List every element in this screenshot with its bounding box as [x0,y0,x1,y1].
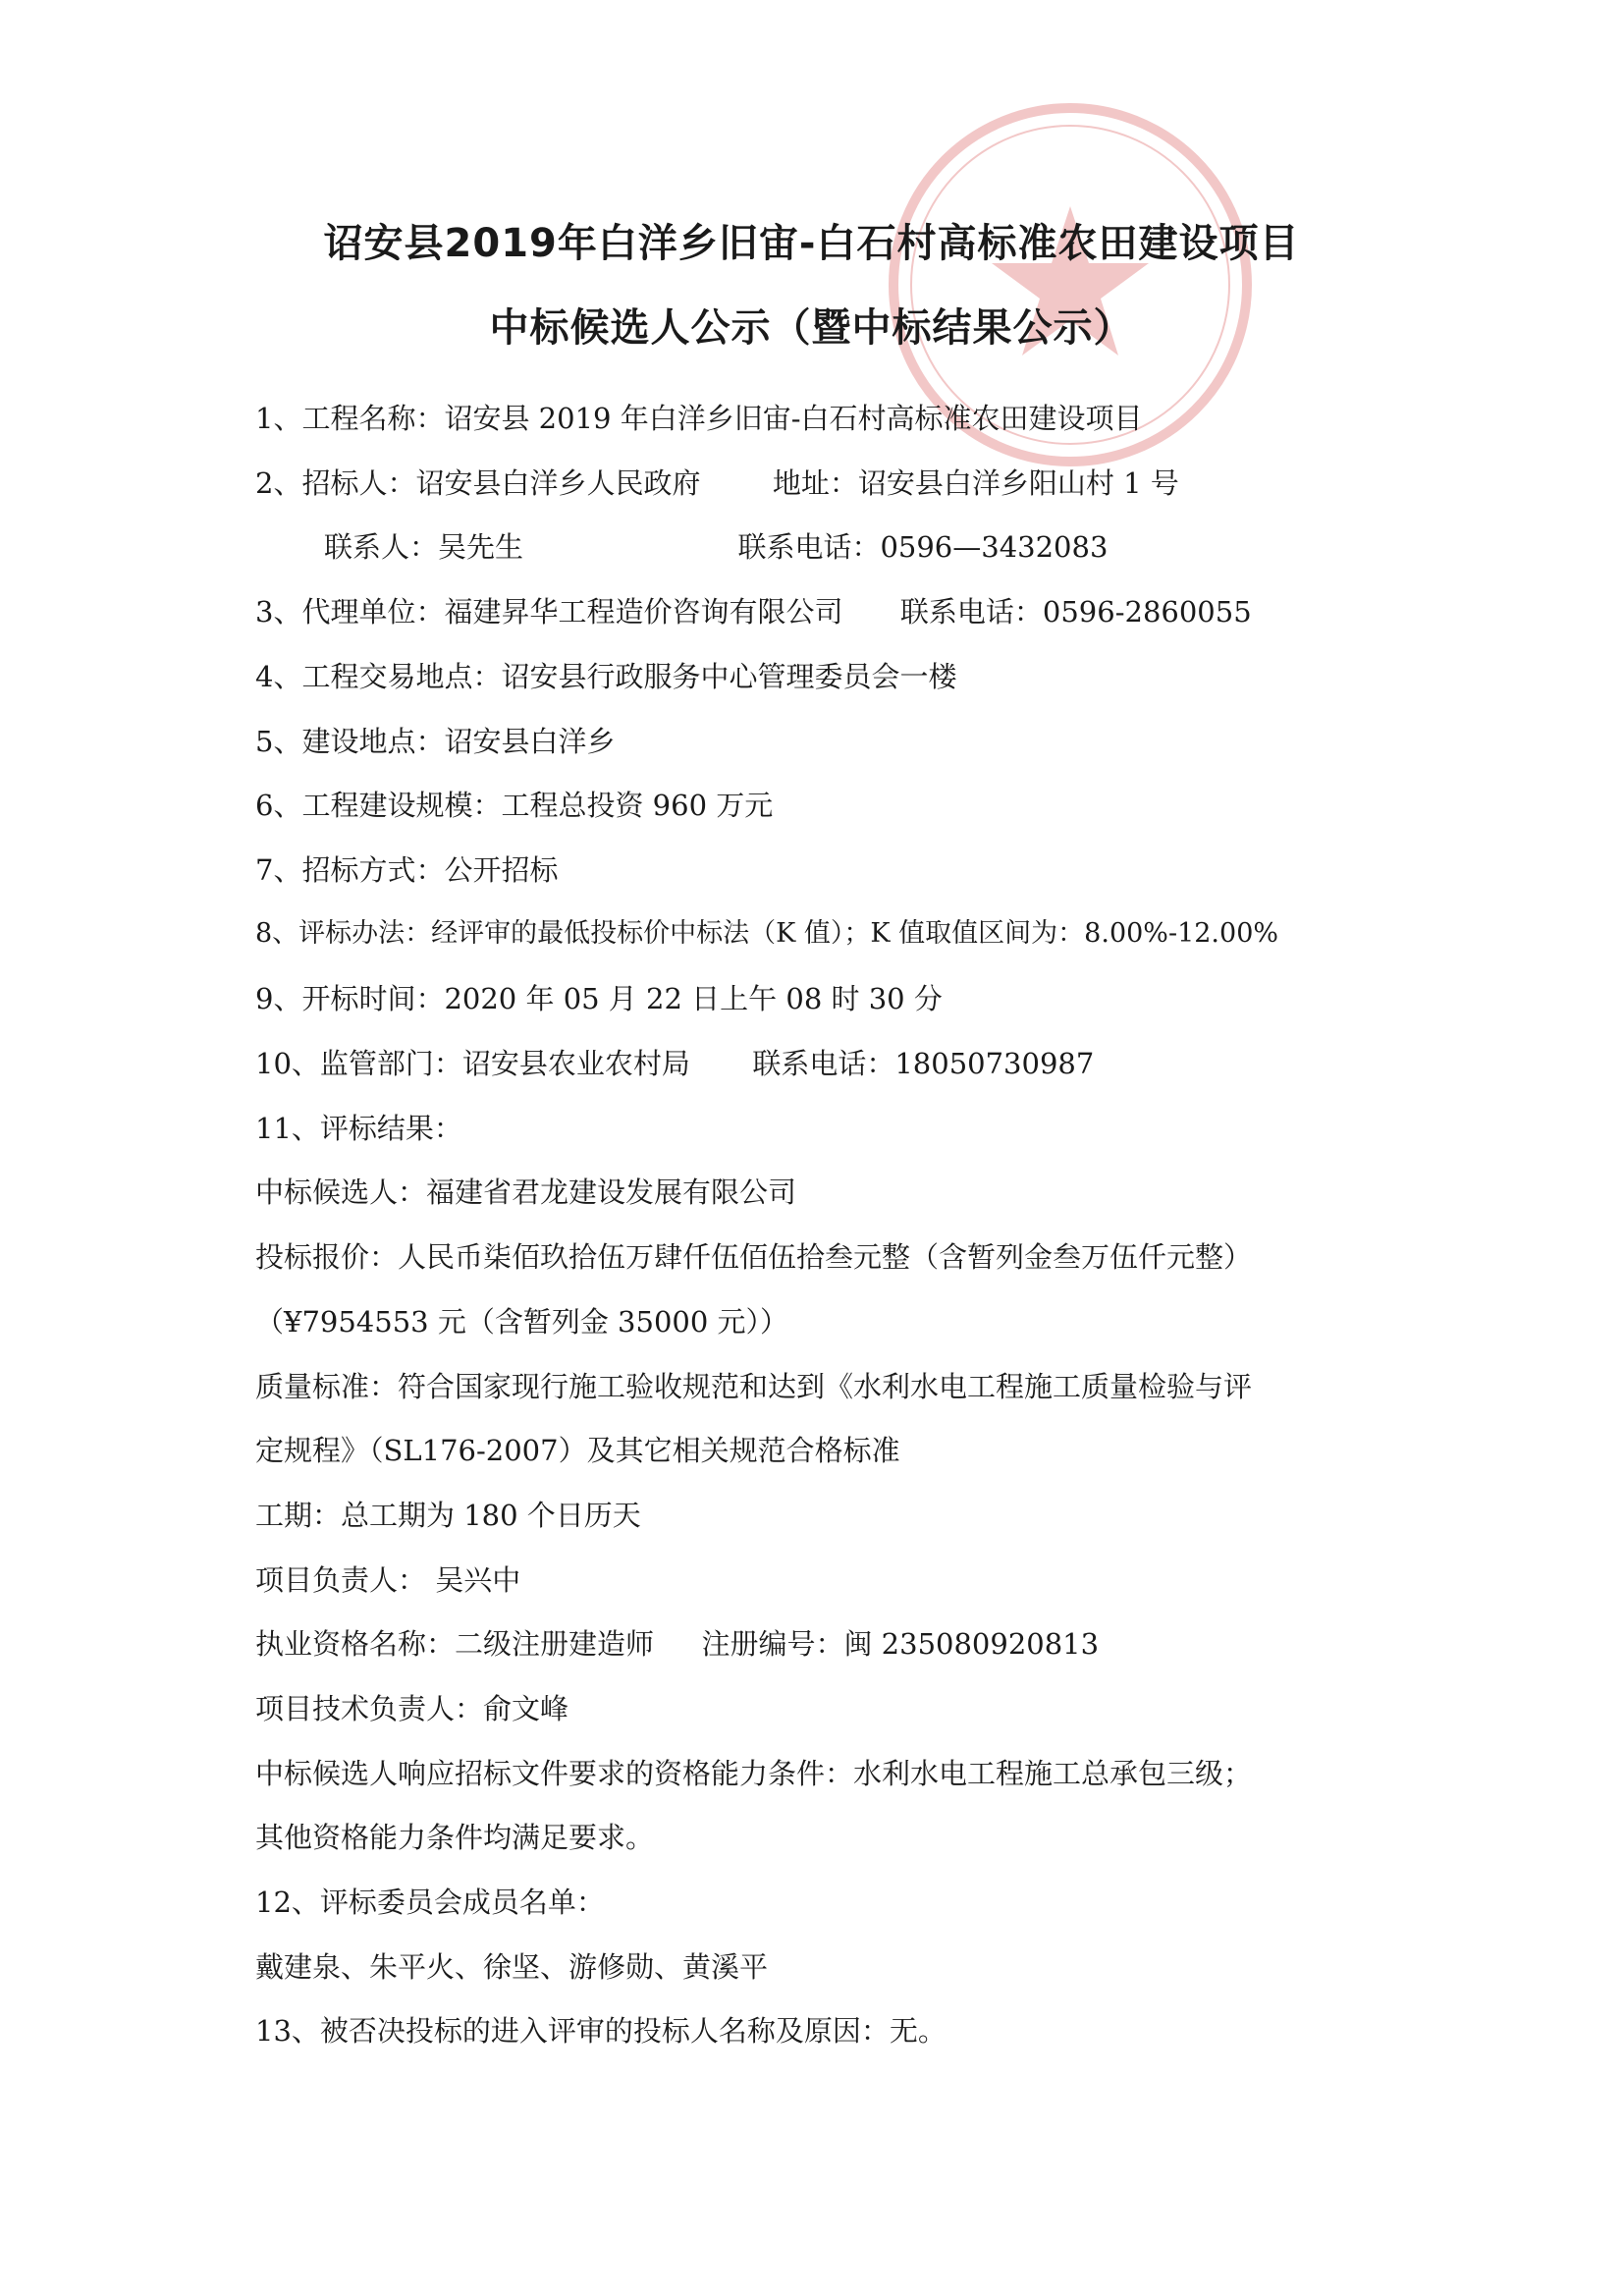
committee-members: 戴建泉、朱平火、徐坚、游修勋、黄溪平 [255,1950,769,1984]
contact-person: 联系人：吴先生 [324,530,524,564]
evaluation-result-heading: 11、评标结果： [255,1112,462,1145]
qualification-line [255,1627,1099,1662]
committee-heading: 12、评标委员会成员名单： [255,1886,605,1919]
evaluation-method-line: 8、评标办法：经评审的最低投标价中标法（K 值）；K 值取值区间为：8.00%-12.00% [255,918,1279,949]
qualification-name: 执业资格名称：二级注册建造师 [255,1627,655,1661]
contact-phone: 联系电话：0596—3432083 [737,530,1109,564]
project-manager-line: 项目负责人： 吴兴中 [255,1563,521,1597]
tenderer-address: 地址：诏安县白洋乡阳山村 1 号 [772,466,1179,500]
technical-lead-line: 项目技术负责人：俞文峰 [255,1692,569,1725]
document-title-line-2: 中标候选人公示（暨中标结果公示） [489,305,1134,351]
tenderer-name: 2、招标人：诏安县白洋乡人民政府 [255,466,701,500]
supervision-phone: 联系电话：18050730987 [752,1047,1095,1080]
trading-place-line: 4、工程交易地点：诏安县行政服务中心管理委员会一楼 [255,660,957,693]
rejected-bidders-line: 13、被否决投标的进入评审的投标人名称及原因：无。 [255,2014,947,2048]
qualification-condition-line-1: 中标候选人响应招标文件要求的资格能力条件：水利水电工程施工总承包三级； [255,1757,1253,1790]
tenderer-line [255,466,1179,501]
winning-candidate-line: 中标候选人：福建省君龙建设发展有限公司 [255,1175,797,1209]
agency-name: 3、代理单位：福建昇华工程造价咨询有限公司 [255,595,843,629]
agency-phone: 联系电话：0596-2860055 [899,595,1252,629]
agency-line [255,595,1252,629]
construction-period-line: 工期：总工期为 180 个日历天 [255,1499,641,1532]
tender-method-line: 7、招标方式：公开招标 [255,853,559,887]
quality-standard-line-1: 质量标准：符合国家现行施工验收规范和达到《水利水电工程施工质量检验与评 [255,1370,1253,1403]
supervision-line [255,1047,1094,1081]
contact-line [324,530,1108,565]
construction-site-line: 5、建设地点：诏安县白洋乡 [255,725,616,758]
qualification-condition-line-2: 其他资格能力条件均满足要求。 [255,1821,655,1854]
bid-price-line-1: 投标报价：人民币柒佰玖拾伍万肆仟伍佰伍拾叁元整（含暂列金叁万伍仟元整） [255,1240,1253,1274]
quality-standard-line-2: 定规程》（SL176-2007）及其它相关规范合格标准 [255,1434,900,1467]
bid-opening-time-line: 9、开标时间：2020 年 05 月 22 日上午 08 时 30 分 [255,982,943,1015]
document-title-line-1: 诏安县2019年白洋乡旧宙-白石村高标准农田建设项目 [323,221,1300,266]
supervision-dept: 10、监管部门：诏安县农业农村局 [255,1047,690,1080]
bid-price-line-2: （¥7954553 元（含暂列金 35000 元）） [255,1305,789,1339]
registration-number: 注册编号：闽 235080920813 [701,1627,1100,1661]
project-name-line: 1、工程名称：诏安县 2019 年白洋乡旧宙-白石村高标准农田建设项目 [255,402,1143,435]
construction-scale-line: 6、工程建设规模：工程总投资 960 万元 [255,789,774,822]
